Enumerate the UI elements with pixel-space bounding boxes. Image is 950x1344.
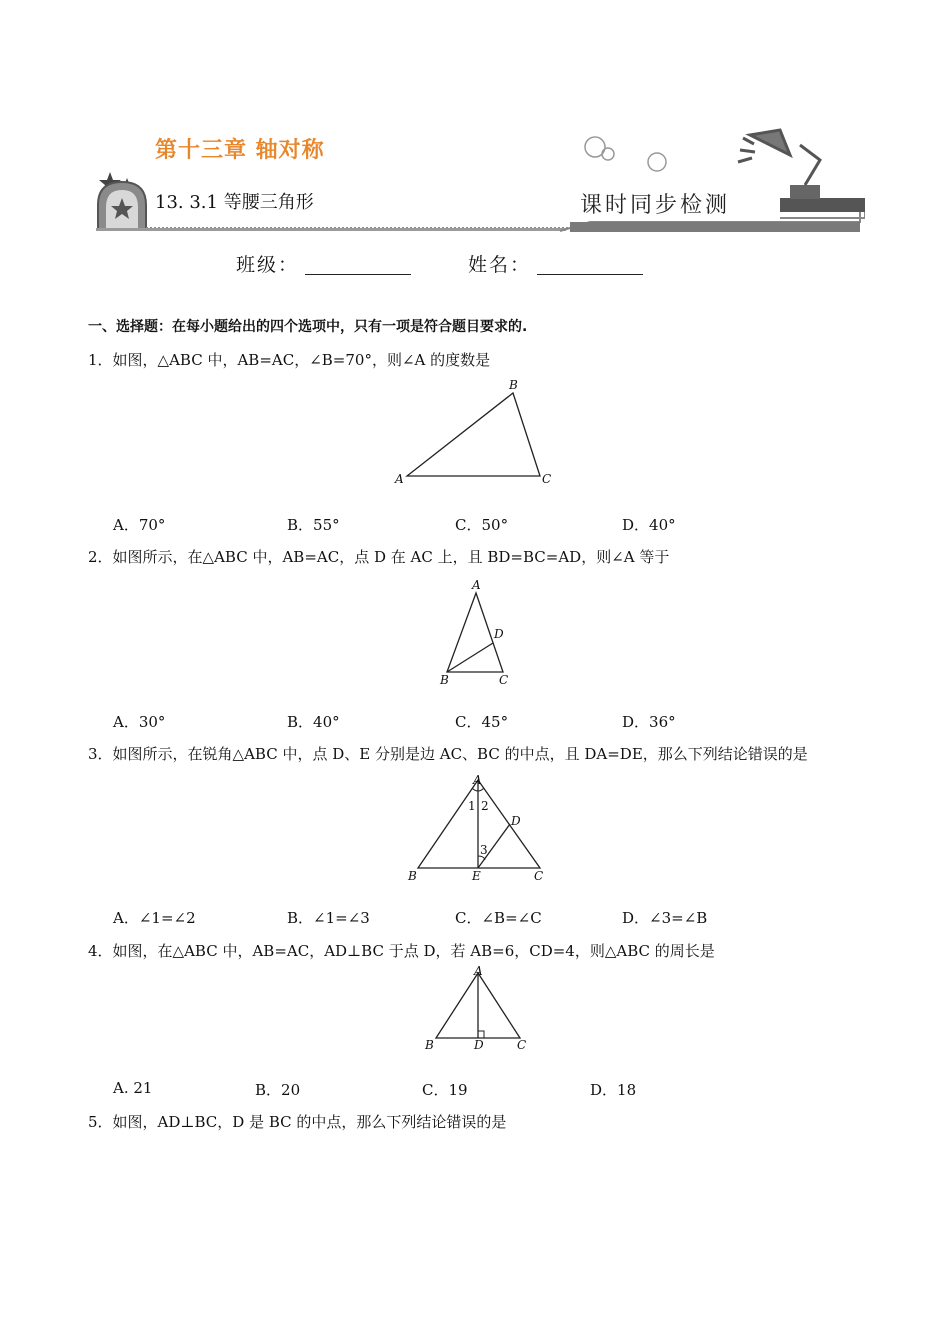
- chapter-title: 第十三章 轴对称: [155, 138, 325, 163]
- label-b: B: [425, 1038, 434, 1052]
- label-a: A: [472, 578, 481, 592]
- label-a: A: [473, 773, 482, 787]
- label-d: D: [474, 1038, 484, 1052]
- label-c: C: [517, 1038, 527, 1052]
- label-2: 2: [481, 799, 489, 813]
- desk-lamp-icon: [738, 130, 820, 185]
- question-1-option-d[interactable]: D．40°: [622, 516, 676, 534]
- name-blank[interactable]: [537, 254, 643, 275]
- section-instructions: 一、选择题：在每小题给出的四个选项中，只有一项是符合题目要求的.: [88, 319, 528, 335]
- question-4-option-a[interactable]: A. 21: [113, 1079, 153, 1097]
- question-5-stem: 5．如图，AD⊥BC，D 是 BC 的中点，那么下列结论错误的是: [88, 1113, 507, 1131]
- section-title: 13. 3.1 等腰三角形: [155, 192, 314, 213]
- name-field: [468, 250, 643, 277]
- question-1-figure: [390, 375, 560, 490]
- class-field: [236, 250, 411, 277]
- label-d: D: [494, 627, 504, 641]
- question-4-option-b[interactable]: B．20: [255, 1081, 301, 1099]
- label-e: E: [472, 869, 481, 883]
- label-a: A: [474, 965, 483, 978]
- header-banner: [90, 110, 865, 240]
- question-1-stem: 1．如图，△ABC 中，AB=AC，∠B=70°，则∠A 的度数是: [88, 351, 491, 369]
- label-3: 3: [480, 843, 488, 857]
- label-a: A: [395, 472, 404, 486]
- label-b: B: [509, 378, 518, 392]
- label-d: D: [511, 814, 521, 828]
- label-c: C: [499, 673, 509, 687]
- label-b: B: [440, 673, 449, 687]
- label-1: 1: [468, 799, 476, 813]
- question-4-option-d[interactable]: D．18: [590, 1081, 637, 1099]
- question-4-figure: [420, 965, 535, 1055]
- question-3-stem: 3．如图所示，在锐角△ABC 中，点 D、E 分别是边 AC、BC 的中点，且 DA=DE，那么下列结论错误的是: [88, 745, 808, 763]
- class-label: 班级：: [236, 254, 300, 276]
- question-2-option-a[interactable]: A．30°: [113, 713, 166, 731]
- question-3-option-b[interactable]: B．∠1=∠3: [287, 909, 370, 927]
- question-2-option-c[interactable]: C．45°: [455, 713, 509, 731]
- question-2-figure: [430, 575, 530, 690]
- question-2-stem: 2．如图所示，在△ABC 中，AB=AC，点 D 在 AC 上，且 BD=BC=AD，则∠A 等于: [88, 548, 670, 566]
- question-4-option-c[interactable]: C．19: [422, 1081, 468, 1099]
- question-4-stem: 4．如图，在△ABC 中，AB=AC，AD⊥BC 于点 D，若 AB=6，CD=4，则△ABC 的周长是: [88, 942, 715, 960]
- question-3-option-d[interactable]: D．∠3=∠B: [622, 909, 708, 927]
- question-3-option-c[interactable]: C．∠B=∠C: [455, 909, 542, 927]
- question-3-option-a[interactable]: A．∠1=∠2: [113, 909, 196, 927]
- label-c: C: [542, 472, 552, 486]
- question-2-option-b[interactable]: B．40°: [287, 713, 340, 731]
- label-b: B: [408, 869, 417, 883]
- question-1-option-a[interactable]: A．70°: [113, 516, 166, 534]
- name-label: 姓名：: [468, 254, 532, 276]
- label-c: C: [534, 869, 544, 883]
- question-2-option-d[interactable]: D．36°: [622, 713, 676, 731]
- question-3-figure: [400, 770, 550, 885]
- question-1-option-c[interactable]: C．50°: [455, 516, 509, 534]
- question-1-option-b[interactable]: B．55°: [287, 516, 340, 534]
- class-blank[interactable]: [305, 254, 411, 275]
- banner-title: 课时同步检测: [580, 193, 731, 218]
